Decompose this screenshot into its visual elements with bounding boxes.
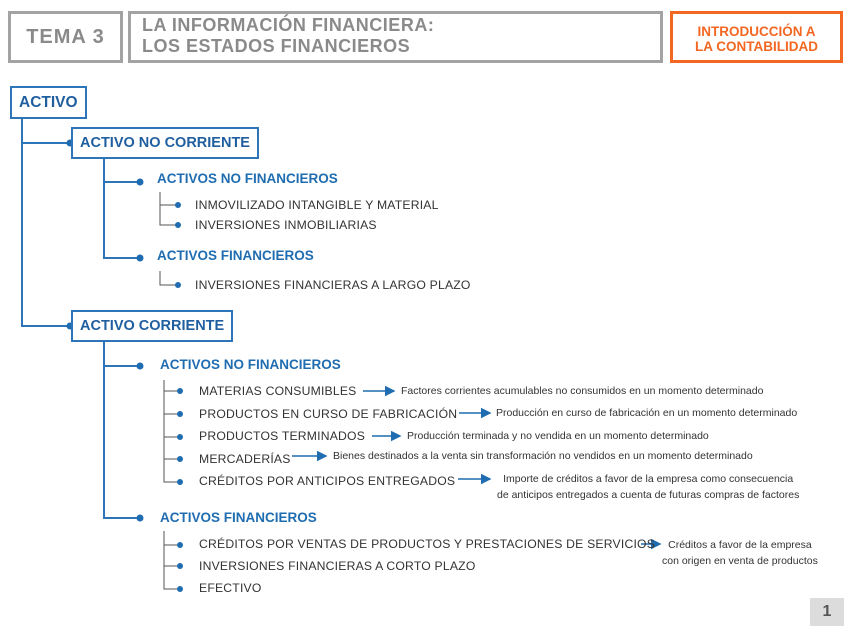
c-activos-no-financieros: ACTIVOS NO FINANCIEROS	[160, 357, 341, 372]
description-line: con origen en venta de productos	[662, 555, 818, 567]
item-description: Bienes destinados a la venta sin transformación no vendidos en un momento determinado	[333, 450, 753, 462]
list-item: EFECTIVO	[199, 581, 262, 595]
list-item: INVERSIONES FINANCIERAS A CORTO PLAZO	[199, 559, 476, 573]
course-line-1: INTRODUCCIÓN A	[697, 24, 816, 39]
topic-label: TEMA 3	[26, 25, 105, 48]
item-description: Producción en curso de fabricación en un momento determinado	[496, 407, 798, 419]
title-line-1: LA INFORMACIÓN FINANCIERA:	[142, 15, 435, 35]
list-item: PRODUCTOS EN CURSO DE FABRICACIÓN	[199, 407, 458, 421]
list-item: CRÉDITOS POR ANTICIPOS ENTREGADOS	[199, 474, 456, 488]
description-line: de anticipos entregados a cuenta de futuras compras de factores	[497, 489, 800, 501]
item-description	[497, 471, 799, 503]
root-label: ACTIVO	[19, 93, 78, 111]
list-item: INMOVILIZADO INTANGIBLE Y MATERIAL	[195, 198, 439, 212]
list-item: PRODUCTOS TERMINADOS	[199, 429, 366, 443]
list-item: CRÉDITOS POR VENTAS DE PRODUCTOS Y PRESTACIONES DE SERVICIOS	[199, 537, 656, 551]
list-item: INVERSIONES INMOBILIARIAS	[195, 218, 377, 232]
nc-activos-no-financieros: ACTIVOS NO FINANCIEROS	[157, 171, 338, 186]
item-description	[662, 537, 818, 569]
item-description: Factores corrientes acumulables no consumidos en un momento determinado	[401, 385, 764, 397]
nc-activos-financieros: ACTIVOS FINANCIEROS	[157, 248, 314, 263]
course-line-2: LA CONTABILIDAD	[695, 39, 818, 54]
description-line: Créditos a favor de la empresa	[668, 539, 812, 551]
title-line-2: LOS ESTADOS FINANCIEROS	[142, 36, 411, 56]
root-activo-box	[10, 86, 87, 119]
description-line: Importe de créditos a favor de la empresa como consecuencia	[503, 473, 794, 485]
list-item: MATERIAS CONSUMIBLES	[199, 384, 357, 398]
activo-corriente-box	[71, 310, 233, 342]
page-number: 1	[810, 598, 844, 626]
list-item: MERCADERÍAS	[199, 452, 291, 466]
item-description: Producción terminada y no vendida en un momento determinado	[407, 430, 709, 442]
activo-no-corriente-label: ACTIVO NO CORRIENTE	[80, 135, 250, 151]
list-item: INVERSIONES FINANCIERAS A LARGO PLAZO	[195, 278, 471, 292]
activo-no-corriente-box	[71, 127, 259, 159]
activo-corriente-label: ACTIVO CORRIENTE	[80, 318, 225, 334]
c-activos-financieros: ACTIVOS FINANCIEROS	[160, 510, 317, 525]
